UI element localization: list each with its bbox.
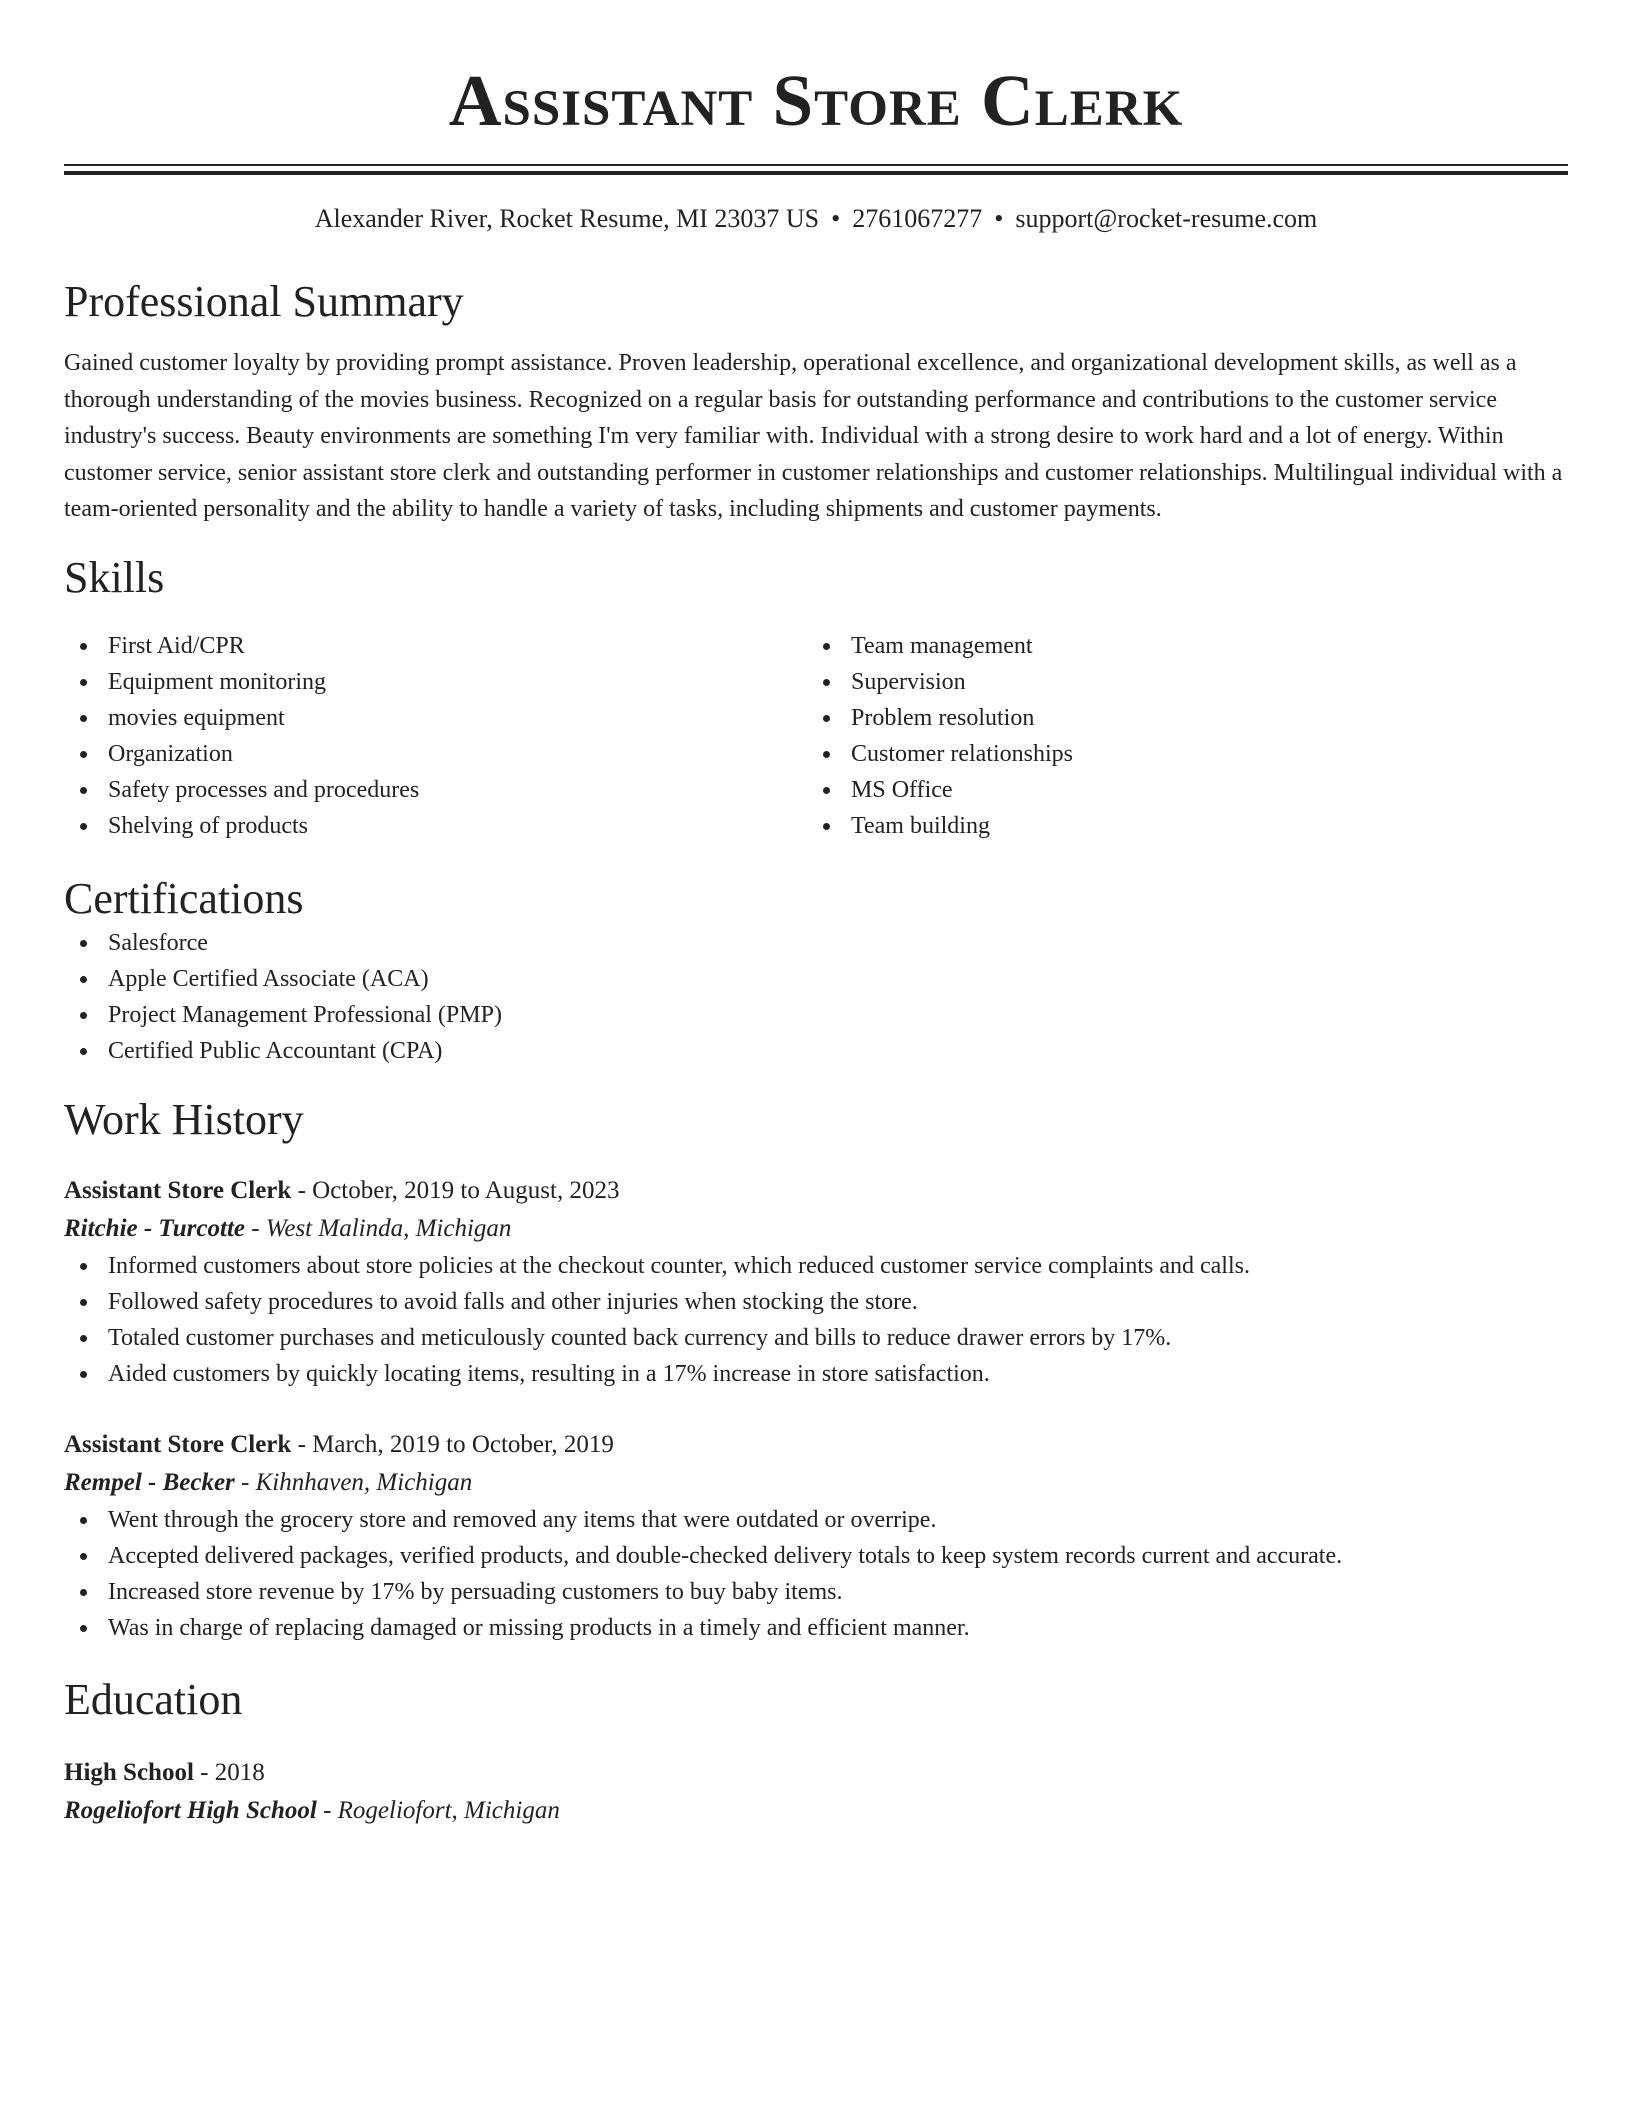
job-bullet-list bbox=[64, 1248, 1568, 1392]
job-dates: - March, 2019 to October, 2019 bbox=[291, 1430, 614, 1458]
contact-email: support@rocket-resume.com bbox=[1015, 204, 1318, 233]
education-entry bbox=[64, 1754, 1568, 1830]
skill-item: movies equipment bbox=[64, 700, 807, 736]
skill-item: Safety processes and procedures bbox=[64, 772, 807, 808]
job-dates: - October, 2019 to August, 2023 bbox=[291, 1176, 620, 1204]
contact-address: Alexander River, Rocket Resume, MI 23037 US bbox=[314, 204, 820, 233]
job-entry bbox=[64, 1172, 1568, 1392]
job-company: Ritchie - Turcotte bbox=[64, 1214, 245, 1242]
summary-heading: Professional Summary bbox=[64, 277, 464, 326]
job-title-line bbox=[64, 1426, 1568, 1464]
job-title-line bbox=[64, 1172, 1568, 1210]
job-bullet: Increased store revenue by 17% by persuading customers to buy baby items. bbox=[64, 1574, 1568, 1610]
contact-separator: • bbox=[994, 204, 1004, 233]
job-title: Assistant Store Clerk bbox=[64, 1430, 292, 1458]
education-school-line bbox=[64, 1792, 1568, 1830]
certification-item: Salesforce bbox=[64, 925, 1568, 961]
job-company: Rempel - Becker bbox=[64, 1468, 235, 1496]
skill-item: Customer relationships bbox=[807, 736, 1550, 772]
job-bullet: Informed customers about store policies at the checkout counter, which reduced customer service complaints and calls. bbox=[64, 1248, 1568, 1284]
education-year: - 2018 bbox=[193, 1758, 265, 1786]
job-entry bbox=[64, 1426, 1568, 1646]
skill-item: First Aid/CPR bbox=[64, 628, 807, 664]
skill-item: Shelving of products bbox=[64, 808, 807, 844]
job-company-line bbox=[64, 1464, 1568, 1502]
certifications-heading: Certifications bbox=[64, 873, 304, 923]
job-company-line bbox=[64, 1210, 1568, 1248]
skills-list-left bbox=[64, 628, 807, 844]
education-location: - Rogeliofort, Michigan bbox=[316, 1796, 560, 1824]
work-history-heading: Work History bbox=[64, 1094, 304, 1144]
certification-item: Project Management Professional (PMP) bbox=[64, 997, 1568, 1033]
job-bullet: Aided customers by quickly locating items, resulting in a 17% increase in store satisfaction. bbox=[64, 1356, 1568, 1392]
job-bullet: Went through the grocery store and removed any items that were outdated or overripe. bbox=[64, 1502, 1568, 1538]
title-divider bbox=[64, 164, 1568, 175]
skill-item: Team building bbox=[807, 808, 1550, 844]
skill-item: Equipment monitoring bbox=[64, 664, 807, 700]
job-bullet-list bbox=[64, 1502, 1568, 1646]
job-location: - West Malinda, Michigan bbox=[245, 1214, 512, 1242]
certification-item: Apple Certified Associate (ACA) bbox=[64, 961, 1568, 997]
contact-line bbox=[64, 202, 1568, 236]
skills-list-right bbox=[807, 628, 1550, 844]
job-bullet: Accepted delivered packages, verified products, and double-checked delivery totals to keep system records current and accurate. bbox=[64, 1538, 1568, 1574]
certification-item: Certified Public Accountant (CPA) bbox=[64, 1033, 1568, 1069]
skill-item: Organization bbox=[64, 736, 807, 772]
skills-heading: Skills bbox=[64, 552, 165, 602]
job-title: Assistant Store Clerk bbox=[64, 1176, 292, 1204]
summary-text: Gained customer loyalty by providing prompt assistance. Proven leadership, operational excellence, and organizational development skills, as well as a thorough understanding of the movies business. Recognized on a regular basis for outstanding performance and contributions to the customer service industry's success. Beauty environments are something I'm very familiar with. Individual with a strong desire to work hard and a lot of energy. Within customer service, senior assistant store clerk and outstanding performer in customer relationships and customer relationships. Multilingual individual with a team-oriented personality and the ability to handle a variety of tasks, including shipments and customer payments. bbox=[64, 350, 1563, 523]
job-bullet: Totaled customer purchases and meticulously counted back currency and bills to reduce drawer errors by 17%. bbox=[64, 1320, 1568, 1356]
skill-item: Problem resolution bbox=[807, 700, 1550, 736]
job-bullet: Followed safety procedures to avoid falls and other injuries when stocking the store. bbox=[64, 1284, 1568, 1320]
contact-separator: • bbox=[831, 204, 841, 233]
skills-columns bbox=[64, 628, 1568, 844]
education-heading: Education bbox=[64, 1674, 243, 1724]
contact-phone: 2761067277 bbox=[852, 204, 983, 233]
education-school: Rogeliofort High School bbox=[64, 1796, 317, 1824]
skill-item: MS Office bbox=[807, 772, 1550, 808]
certifications-list bbox=[64, 925, 1568, 1069]
resume-title: Assistant Store Clerk bbox=[448, 60, 1184, 141]
job-location: - Kihnhaven, Michigan bbox=[234, 1468, 473, 1496]
education-degree-line bbox=[64, 1754, 1568, 1792]
skill-item: Supervision bbox=[807, 664, 1550, 700]
skill-item: Team management bbox=[807, 628, 1550, 664]
education-degree: High School bbox=[64, 1758, 194, 1786]
job-bullet: Was in charge of replacing damaged or missing products in a timely and efficient manner. bbox=[64, 1610, 1568, 1646]
